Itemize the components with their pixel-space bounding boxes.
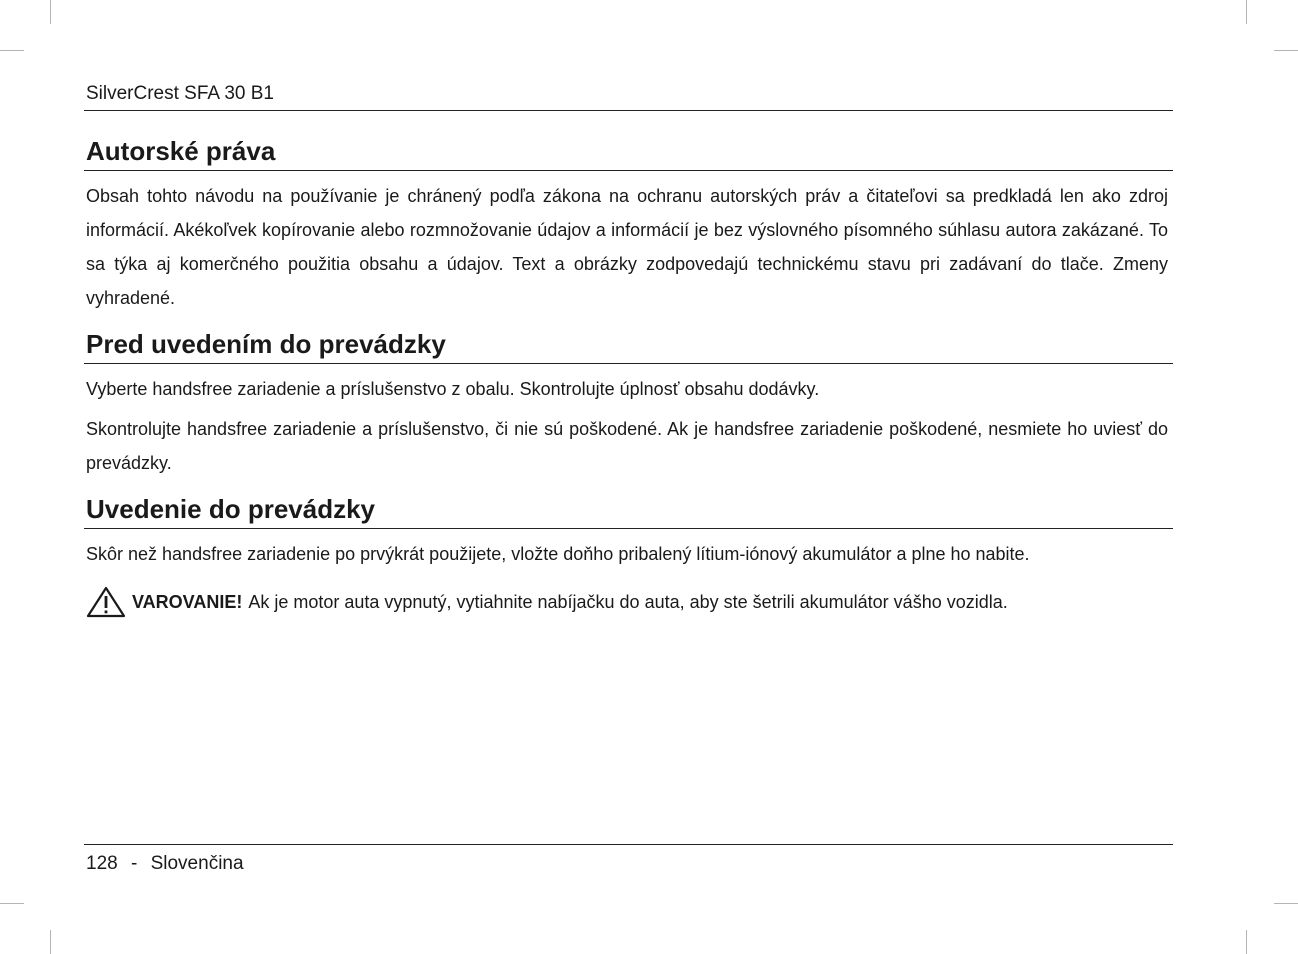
section-rule — [84, 528, 1173, 529]
warning-triangle-icon — [86, 586, 126, 618]
crop-mark — [0, 903, 24, 904]
page-header: SilverCrest SFA 30 B1 — [86, 83, 274, 104]
paragraph: Vyberte handsfree zariadenie a príslušenstvo z obalu. Skontrolujte úplnosť obsahu dodávky. — [86, 379, 820, 399]
crop-mark — [50, 930, 51, 954]
crop-mark — [50, 0, 51, 24]
crop-mark — [1274, 50, 1298, 51]
crop-mark — [1246, 0, 1247, 24]
paragraph: Skontrolujte handsfree zariadenie a príslušenstvo, či nie sú poškodené. Ak je handsfree zariadenie poškodené, nesmiete ho uviesť do prevádzky. — [86, 419, 1168, 473]
page-footer — [86, 852, 244, 876]
page-content — [86, 128, 1168, 619]
paragraph: Skôr než handsfree zariadenie po prvýkrát použijete, vložte doňho pribalený lítium-iónový akumulátor a plne ho nabite. — [86, 544, 1030, 564]
footer-language: Slovenčina — [150, 853, 244, 874]
section-title-start-up: Uvedenie do prevádzky — [86, 494, 375, 524]
section-rule — [84, 363, 1173, 364]
paragraph: Obsah tohto návodu na používanie je chránený podľa zákona na ochranu autorských práv a čitateľovi sa predkladá len ako zdroj informácií. Akékoľvek kopírovanie alebo rozmnožovanie údajov a informácií je bez výslovného písomného súhlasu autora zakázané. To sa týka aj komerčného použitia obsahu a údajov. Text a obrázky zodpovedajú technickému stavu pri zadávaní do tlače. Zmeny vyhradené. — [86, 186, 1168, 308]
section-title-before-use: Pred uvedením do prevádzky — [86, 329, 446, 359]
section-rule — [84, 170, 1173, 171]
footer-rule — [84, 844, 1173, 845]
page-number: 128 — [86, 853, 118, 874]
crop-mark — [1246, 930, 1247, 954]
warning-label: VAROVANIE! — [132, 592, 243, 612]
warning-text: Ak je motor auta vypnutý, vytiahnite nabíjačku do auta, aby ste šetrili akumulátor vášho vozidla. — [248, 592, 1008, 612]
warning-notice — [86, 585, 1168, 619]
header-rule — [84, 110, 1173, 111]
crop-mark — [0, 50, 24, 51]
section-title-copyright: Autorské práva — [86, 136, 276, 166]
crop-mark — [1274, 903, 1298, 904]
footer-separator: - — [130, 853, 138, 874]
